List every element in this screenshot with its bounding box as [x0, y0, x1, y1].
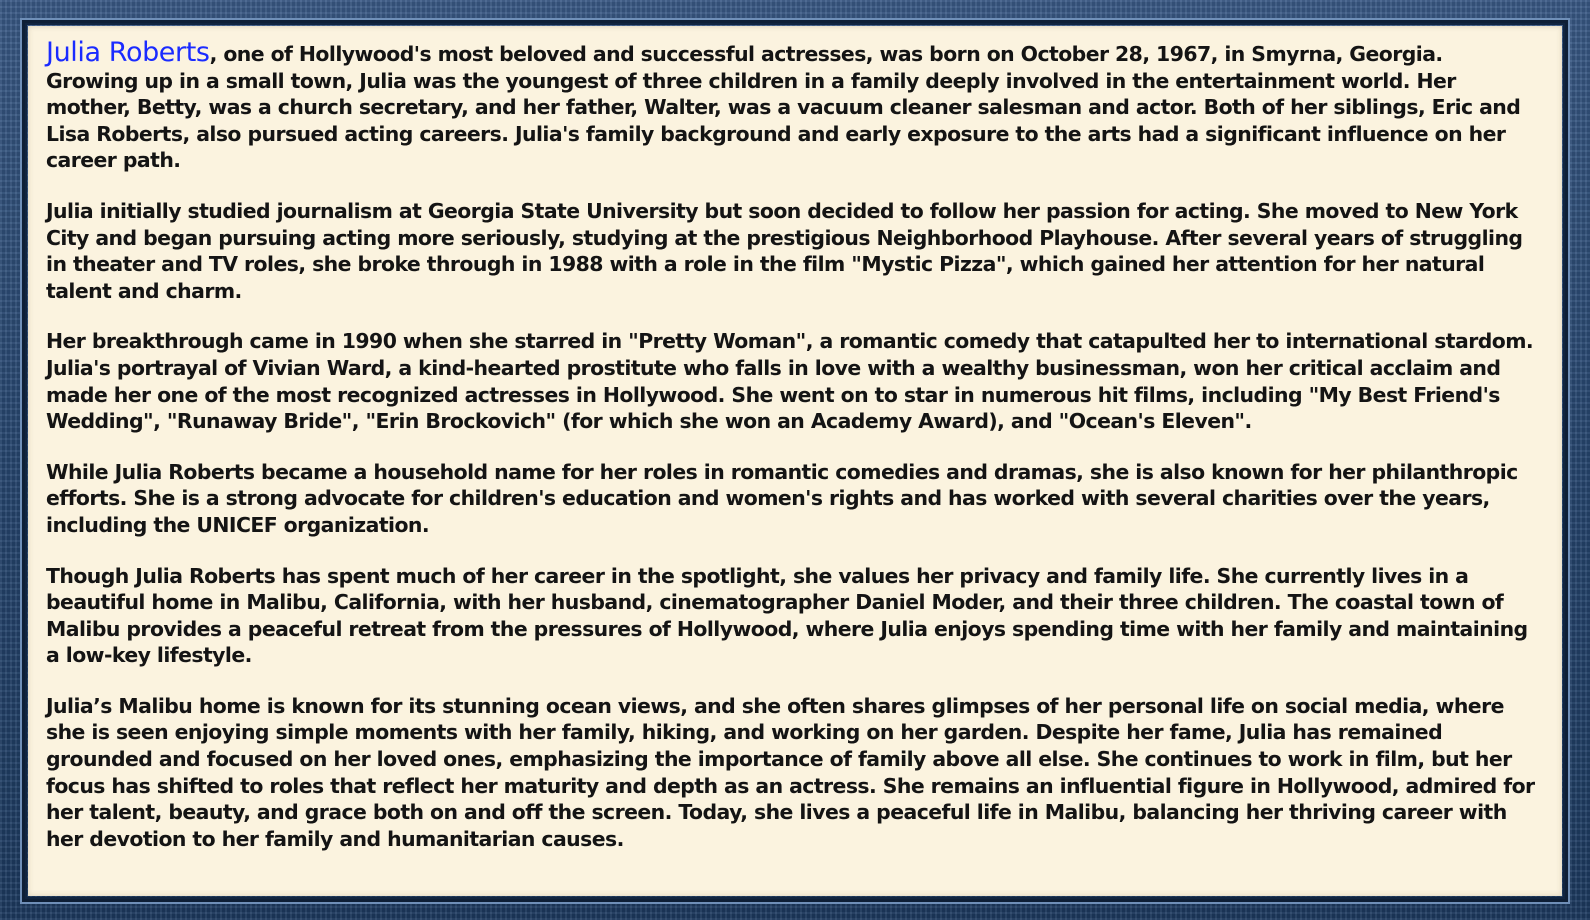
paragraph-education: Julia initially studied journalism at Georgia State University but soon decided to follow her passion for acting. She moved to New York City and began pursuing acting more seriously, studying at the prestigious Neighborhood Playhouse. After several years of struggling in theater and TV roles, she broke through in 1988 with a role in the film "Mystic Pizza", which gained her attention for her natural talent and charm.	[46, 198, 1523, 303]
paragraph-intro-text: , one of Hollywood's most beloved and successful actresses, was born on October 28, 1967, in Smyrna, Georgia. Growing up in a small town, Julia was the youngest of three children in a family deeply involved in the entertainment world. Her mother, Betty, was a church secretary, and her father, Walter, was a vacuum cleaner salesman and actor. Both of her siblings, Eric and Lisa Roberts, also pursued acting careers. Julia's family background and early exposure to the arts had a significant influence on her career path.	[46, 42, 1521, 173]
paragraph-malibu-home: Julia’s Malibu home is known for its stunning ocean views, and she often shares glimpses of her personal life on social media, where she is seen enjoying simple moments with her family, hiking, and working on her garden. Despite her fame, Julia has remained grounded and focused on her loved ones, emphasizing the importance of family above all else. She continues to work in film, but her focus has shifted to roles that reflect her maturity and depth as an actress. She remains an influential figure in Hollywood, admired for her talent, beauty, and grace both on and off the screen. Today, she lives a peaceful life in Malibu, balancing her thriving career with her devotion to her family and humanitarian causes.	[46, 693, 1535, 851]
highlight-name: Julia Roberts	[46, 37, 210, 68]
paragraph-philanthropy: While Julia Roberts became a household name for her roles in romantic comedies and dramas, she is also known for her philanthropic efforts. She is a strong advocate for children's education and women's rights and has worked with several charities over the years, including the UNICEF organization.	[46, 459, 1518, 537]
paragraph-intro	[46, 37, 1540, 174]
paragraph-breakthrough: Her breakthrough came in 1990 when she starred in "Pretty Woman", a romantic comedy that catapulted her to international stardom. Julia's portrayal of Vivian Ward, a kind-hearted prostitute who falls in love with a wealthy businessman, won her critical acclaim and made her one of the most recognized actresses in Hollywood. She went on to star in numerous hit films, including "My Best Friend's Wedding", "Runaway Bride", "Erin Brockovich" (for which she won an Academy Award), and "Ocean's Eleven".	[46, 329, 1534, 434]
paragraph-family-life: Though Julia Roberts has spent much of her career in the spotlight, she values her privacy and family life. She currently lives in a beautiful home in Malibu, California, with her husband, cinematographer Daniel Moder, and their three children. The coastal town of Malibu provides a peaceful retreat from the pressures of Hollywood, where Julia enjoys spending time with her family and maintaining a low-key lifestyle.	[46, 563, 1528, 668]
text-panel	[28, 26, 1562, 896]
